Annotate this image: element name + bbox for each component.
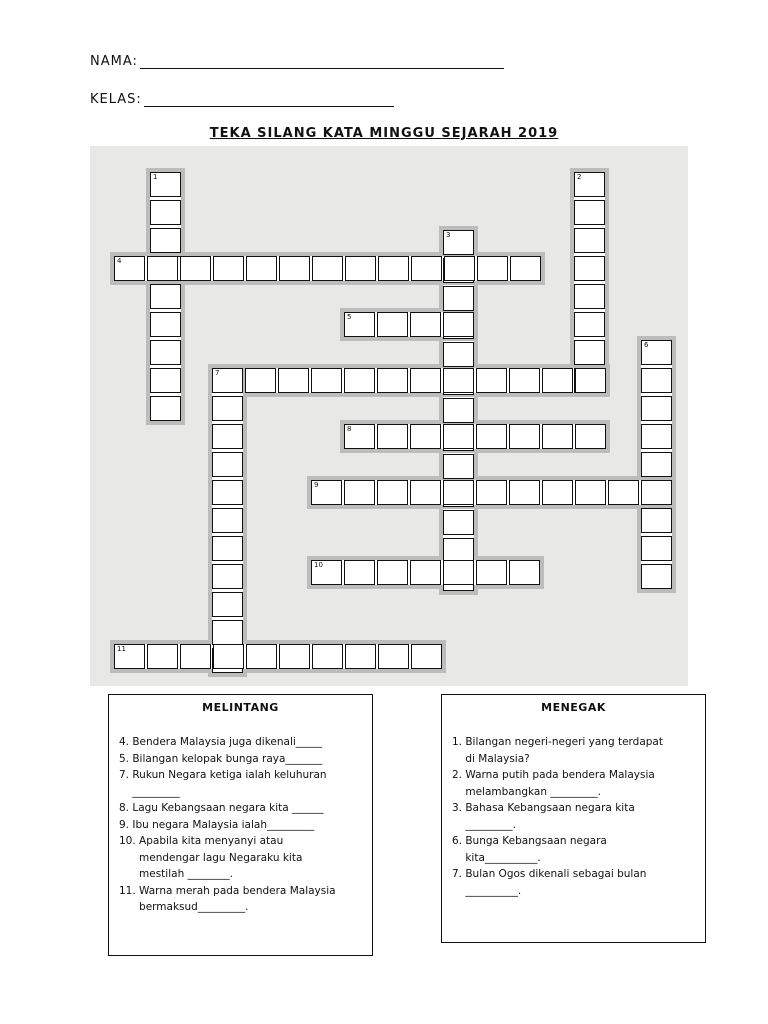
clue-number: 3 bbox=[446, 231, 451, 239]
class-field bbox=[90, 92, 394, 107]
crossword-cell[interactable] bbox=[344, 560, 375, 585]
crossword-cell[interactable] bbox=[377, 560, 408, 585]
crossword-cell[interactable] bbox=[180, 644, 211, 669]
crossword-cell[interactable] bbox=[147, 644, 178, 669]
crossword-cell[interactable] bbox=[245, 368, 276, 393]
clue-number: 6 bbox=[644, 341, 649, 349]
crossword-cell[interactable] bbox=[212, 368, 243, 393]
crossword-cell[interactable] bbox=[410, 424, 441, 449]
crossword-cell[interactable] bbox=[279, 644, 310, 669]
crossword-cell[interactable] bbox=[574, 284, 605, 309]
crossword-cell[interactable] bbox=[150, 172, 181, 197]
crossword-cell[interactable] bbox=[443, 424, 474, 449]
across-clue-line: 7. Rukun Negara ketiga ialah keluhuran bbox=[119, 769, 327, 781]
clue-number: 9 bbox=[314, 481, 319, 489]
crossword-cell[interactable] bbox=[150, 200, 181, 225]
crossword-cell[interactable] bbox=[278, 368, 309, 393]
crossword-cell[interactable] bbox=[443, 510, 474, 535]
crossword-cell[interactable] bbox=[542, 480, 573, 505]
crossword-cell[interactable] bbox=[477, 256, 508, 281]
crossword-cell[interactable] bbox=[212, 452, 243, 477]
page-title: TEKA SILANG KATA MINGGU SEJARAH 2019 bbox=[209, 126, 559, 141]
crossword-cell[interactable] bbox=[213, 644, 244, 669]
clue-number: 1 bbox=[153, 173, 158, 181]
crossword-cell[interactable] bbox=[443, 398, 474, 423]
across-clue-line: mestilah ________. bbox=[119, 868, 233, 880]
down-clue-line: 2. Warna putih pada bendera Malaysia bbox=[452, 769, 655, 781]
clue-number: 5 bbox=[347, 313, 352, 321]
crossword-cell[interactable] bbox=[574, 256, 605, 281]
crossword-cell[interactable] bbox=[641, 508, 672, 533]
crossword-cell[interactable] bbox=[443, 286, 474, 311]
name-label: NAMA: bbox=[90, 54, 138, 69]
crossword-cell[interactable] bbox=[411, 256, 442, 281]
crossword-cell[interactable] bbox=[345, 256, 376, 281]
down-clues-box bbox=[441, 694, 706, 943]
crossword-cell[interactable] bbox=[377, 480, 408, 505]
crossword-cell[interactable] bbox=[378, 644, 409, 669]
crossword-cell[interactable] bbox=[213, 256, 244, 281]
down-clue-line: 3. Bahasa Kebangsaan negara kita bbox=[452, 802, 635, 814]
clue-number: 8 bbox=[347, 425, 352, 433]
across-clue-line: bermaksud_________. bbox=[119, 901, 249, 913]
crossword-cell[interactable] bbox=[443, 312, 474, 337]
crossword-cell[interactable] bbox=[542, 424, 573, 449]
crossword-cell[interactable] bbox=[114, 256, 145, 281]
crossword-cell[interactable] bbox=[212, 396, 243, 421]
class-label: KELAS: bbox=[90, 92, 142, 107]
crossword-cell[interactable] bbox=[312, 644, 343, 669]
crossword-cell[interactable] bbox=[575, 368, 606, 393]
crossword-cell[interactable] bbox=[575, 424, 606, 449]
crossword-cell[interactable] bbox=[377, 424, 408, 449]
crossword-cell[interactable] bbox=[476, 480, 507, 505]
across-clues-box bbox=[108, 694, 373, 956]
crossword-cell[interactable] bbox=[312, 256, 343, 281]
crossword-cell[interactable] bbox=[311, 368, 342, 393]
crossword-cell[interactable] bbox=[150, 284, 181, 309]
crossword-cell[interactable] bbox=[574, 200, 605, 225]
crossword-cell[interactable] bbox=[212, 592, 243, 617]
crossword-cell[interactable] bbox=[311, 560, 342, 585]
crossword-cell[interactable] bbox=[279, 256, 310, 281]
clue-number: 4 bbox=[117, 257, 122, 265]
crossword-cell[interactable] bbox=[574, 172, 605, 197]
crossword-cell[interactable] bbox=[344, 312, 375, 337]
crossword-cell[interactable] bbox=[443, 454, 474, 479]
crossword-cell[interactable] bbox=[344, 424, 375, 449]
crossword-cell[interactable] bbox=[344, 480, 375, 505]
crossword-cell[interactable] bbox=[150, 368, 181, 393]
name-field bbox=[90, 54, 504, 69]
crossword-cell[interactable] bbox=[641, 536, 672, 561]
crossword-cell[interactable] bbox=[212, 480, 243, 505]
crossword-cell[interactable] bbox=[574, 228, 605, 253]
crossword-cell[interactable] bbox=[150, 396, 181, 421]
clue-number: 11 bbox=[117, 645, 126, 653]
across-clue-line: mendengar lagu Negaraku kita bbox=[119, 851, 303, 864]
crossword-cell[interactable] bbox=[575, 480, 606, 505]
crossword-cell[interactable] bbox=[443, 560, 474, 585]
crossword-cell[interactable] bbox=[509, 480, 540, 505]
crossword-cell[interactable] bbox=[641, 480, 672, 505]
crossword-cell[interactable] bbox=[114, 644, 145, 669]
crossword-cell[interactable] bbox=[542, 368, 573, 393]
crossword-cell[interactable] bbox=[180, 256, 211, 281]
crossword-cell[interactable] bbox=[410, 560, 441, 585]
crossword-cell[interactable] bbox=[246, 644, 277, 669]
down-clue-line: _________. bbox=[452, 818, 516, 831]
crossword-cell[interactable] bbox=[641, 452, 672, 477]
crossword-cell[interactable] bbox=[212, 424, 243, 449]
crossword-cell[interactable] bbox=[641, 340, 672, 365]
crossword-cell[interactable] bbox=[150, 340, 181, 365]
crossword-cell[interactable] bbox=[443, 342, 474, 367]
crossword-cell[interactable] bbox=[476, 560, 507, 585]
crossword-cell[interactable] bbox=[444, 256, 475, 281]
crossword-cell[interactable] bbox=[510, 256, 541, 281]
crossword-cell[interactable] bbox=[345, 644, 376, 669]
crossword-cell[interactable] bbox=[608, 480, 639, 505]
down-clue-line: di Malaysia? bbox=[452, 752, 530, 765]
crossword-cell[interactable] bbox=[443, 480, 474, 505]
down-clue-line: 1. Bilangan negeri-negeri yang terdapat bbox=[452, 736, 663, 748]
clue-number: 10 bbox=[314, 561, 323, 569]
crossword-cell[interactable] bbox=[641, 396, 672, 421]
across-clue-line: 10. Apabila kita menyanyi atau bbox=[119, 835, 284, 847]
crossword-cell[interactable] bbox=[410, 312, 441, 337]
crossword-cell[interactable] bbox=[212, 536, 243, 561]
down-clue-line: kita__________. bbox=[452, 851, 541, 864]
class-input-line[interactable] bbox=[144, 94, 394, 107]
crossword-cell[interactable] bbox=[212, 564, 243, 589]
crossword-grid bbox=[90, 146, 688, 686]
crossword-cell[interactable] bbox=[509, 560, 540, 585]
crossword-cell[interactable] bbox=[443, 368, 474, 393]
crossword-cell[interactable] bbox=[641, 564, 672, 589]
crossword-cell[interactable] bbox=[509, 424, 540, 449]
down-heading: MENEGAK bbox=[541, 701, 606, 714]
crossword-cell[interactable] bbox=[378, 256, 409, 281]
crossword-cell[interactable] bbox=[410, 368, 441, 393]
across-clue-line: 8. Lagu Kebangsaan negara kita ______ bbox=[119, 802, 324, 814]
crossword-cell[interactable] bbox=[443, 230, 474, 255]
across-clue-line: 9. Ibu negara Malaysia ialah_________ bbox=[119, 818, 315, 831]
name-input-line[interactable] bbox=[140, 56, 504, 69]
across-clue-line: _________ bbox=[119, 785, 180, 798]
crossword-cell[interactable] bbox=[641, 424, 672, 449]
down-clue-line: melambangkan _________. bbox=[452, 785, 601, 798]
down-clue-line: 7. Bulan Ogos dikenali sebagai bulan bbox=[452, 868, 647, 880]
crossword-cell[interactable] bbox=[411, 644, 442, 669]
crossword-cell[interactable] bbox=[246, 256, 277, 281]
crossword-cell[interactable] bbox=[150, 228, 181, 253]
across-heading: MELINTANG bbox=[202, 701, 279, 714]
down-clue-line: 6. Bunga Kebangsaan negara bbox=[452, 835, 607, 847]
crossword-cell[interactable] bbox=[311, 480, 342, 505]
crossword-cell[interactable] bbox=[476, 424, 507, 449]
crossword-cell[interactable] bbox=[641, 368, 672, 393]
clue-number: 2 bbox=[577, 173, 582, 181]
crossword-cell[interactable] bbox=[377, 368, 408, 393]
crossword-cell[interactable] bbox=[476, 368, 507, 393]
crossword-cell[interactable] bbox=[212, 620, 243, 645]
crossword-cell[interactable] bbox=[212, 508, 243, 533]
crossword-cell[interactable] bbox=[150, 312, 181, 337]
across-clue-line: 11. Warna merah pada bendera Malaysia bbox=[119, 884, 336, 897]
crossword-cell[interactable] bbox=[509, 368, 540, 393]
crossword-cell[interactable] bbox=[344, 368, 375, 393]
crossword-cell[interactable] bbox=[574, 312, 605, 337]
across-clue-line: 4. Bendera Malaysia juga dikenali_____ bbox=[119, 736, 323, 748]
crossword-cell[interactable] bbox=[377, 312, 408, 337]
crossword-cell[interactable] bbox=[410, 480, 441, 505]
crossword-cell[interactable] bbox=[147, 256, 178, 281]
crossword-cell[interactable] bbox=[574, 340, 605, 365]
across-clue-line: 5. Bilangan kelopak bunga raya_______ bbox=[119, 752, 323, 765]
clue-number: 7 bbox=[215, 369, 220, 377]
down-clue-line: __________. bbox=[452, 884, 522, 897]
